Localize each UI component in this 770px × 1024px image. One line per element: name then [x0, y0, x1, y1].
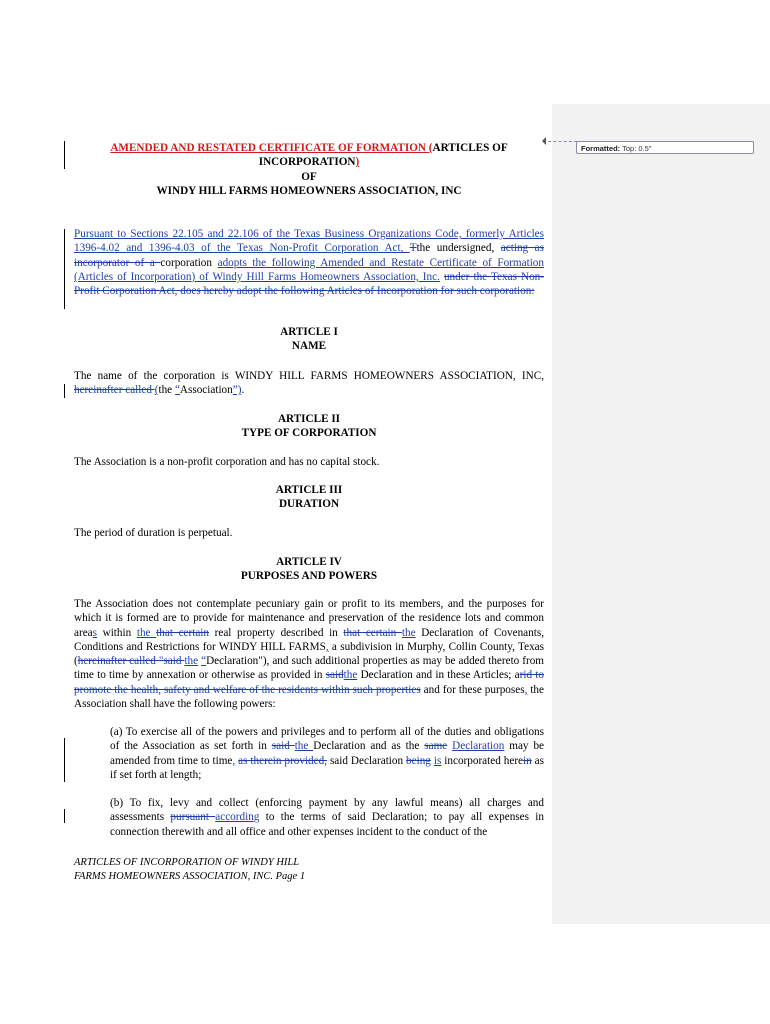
balloon-value: Top: 0.5" — [622, 144, 652, 153]
article-1-heading: ARTICLE I NAME — [280, 326, 338, 353]
article-4-item-a: (a) To exercise all of the powers and privileges and to perform all of the duties and obligations of the Association as set forth in said the Declaration and as the same Declaration may be amended from time to time, as therein provided, said Declaration being is incorporated herein as if set forth at length; — [110, 726, 545, 781]
formatting-balloon[interactable] — [576, 141, 754, 154]
preamble-paragraph: Pursuant to Sections 22.105 and 22.106 of the Texas Business Organizations Code, formerly Articles 1396-4.02 and 1396-4.03 of the Texas Non-Profit Corporation Act, Tthe undersigned, acting as incorporator of a corporation adopts the following Amended and Restate Certificate of Formation (Articles of Incorporation) of Windy Hill Farms Homeowners Association, Inc. under the Texas Non-Profit Corporation Act, does hereby adopt the following Articles of Incorporation for such corporation: — [74, 228, 544, 298]
page-footer: ARTICLES OF INCORPORATION OF WINDY HILL FARMS HOMEOWNERS ASSOCIATION, INC. Page 1 — [74, 857, 306, 882]
article-4-heading: ARTICLE IV PURPOSES AND POWERS — [240, 556, 378, 583]
article-3-body: The period of duration is perpetual. — [74, 527, 233, 539]
balloon-label: Formatted: — [581, 144, 621, 153]
article-3-heading: ARTICLE III DURATION — [275, 484, 343, 511]
change-bar — [64, 384, 65, 398]
article-2-heading: ARTICLE II TYPE OF CORPORATION — [241, 413, 377, 440]
change-bar — [64, 229, 65, 309]
change-bar — [64, 738, 65, 782]
article-1-body: The name of the corporation is WINDY HILL FARMS HOMEOWNERS ASSOCIATION, INC, hereinafter called (the “Association”). — [74, 370, 544, 397]
article-2-body: The Association is a non-profit corporation and has no capital stock. — [74, 456, 380, 468]
article-4-body: The Association does not contemplate pecuniary gain or profit to its members, and the purposes for which it is formed are to provide for maintenance and preservation of the residence lots and common areas within the that certain real property described in that certain the Declaration of Covenants, Conditions and Restrictions for WINDY HILL FARMS, a subdivision in Murphy, Collin County, Texas (hereinafter called "said the “Declaration"), and such additional properties as may be added thereto from time to time by annexation or otherwise as provided in saidthe Declaration and in these Articles; arid to promote the health, safety and welfare of the residents within such properties and for these purposes, the Association shall have the following powers: — [74, 598, 545, 711]
document-title: AMENDED AND RESTATED CERTIFICATE OF FORMATION (ARTICLES OF INCORPORATION) OF WINDY HILL FARMS HOMEOWNERS ASSOCIATION, INC — [110, 142, 508, 197]
change-bar — [64, 809, 65, 823]
comment-connector — [543, 141, 577, 148]
markup-pane — [552, 104, 770, 924]
comment-anchor-icon — [542, 137, 546, 145]
article-4-item-b: (b) To fix, levy and collect (enforcing payment by any lawful means) all charges and assessments pursuant according to the terms of said Declaration; to pay all expenses in connection therewith and all office and other expenses incident to the conduct of the — [110, 797, 544, 838]
change-bar — [64, 141, 65, 169]
